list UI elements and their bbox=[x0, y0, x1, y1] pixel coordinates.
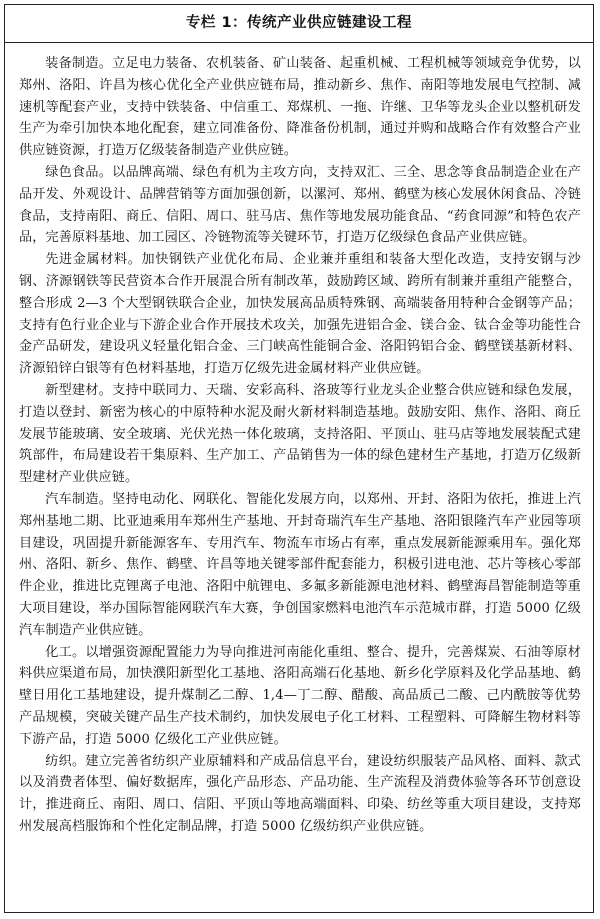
box-body bbox=[5, 43, 593, 838]
paragraph-equipment-manufacturing: 装备制造。立足电力装备、农机装备、矿山装备、起重机械、工程机械等领域竞争优势，以郑州、洛阳、许昌为核心优化全产业供应链布局，推动新乡、焦作、南阳等地发展电气控制、减速机等配套产业，支持中铁装备、中信重工、郑煤机、一拖、许继、卫华等龙头企业以整机研发生产为牵引加快本地化配套，建立同准备份、降准备份机制，通过并购和战略合作有效整合产业供应链资源，打造万亿级装备制造产业供应链。 bbox=[19, 56, 581, 159]
box-title: 专栏 1：传统产业供应链建设工程 bbox=[5, 5, 593, 43]
sidebar-box bbox=[4, 4, 594, 913]
paragraph-chemical-industry: 化工。以增强资源配置能力为导向推进河南能化重组、整合、提升，完善煤炭、石油等原材料供应渠道布局，加快濮阳新型化工基地、洛阳高端石化基地、新乡化学原料及化学品基地、鹤壁日用化工基地建设，提升煤制乙二醇、1,4—丁二醇、醋酸、高品质己二酸、己内酰胺等优势产品规模，突破关键产品生产技术制约，加快发展电子化工材料、工程塑料、可降解生物材料等下游产品，打造 5000 亿级化工产业供应链。 bbox=[19, 644, 581, 747]
paragraph-new-building-materials: 新型建材。支持中联同力、天瑞、安彩高科、洛玻等行业龙头企业整合供应链和绿色发展，打造以登封、新密为核心的中原特种水泥及耐火新材料制造基地。鼓励安阳、焦作、洛阳、商丘发展节能玻璃、安全玻璃、光伏光热一体化玻璃，支持洛阳、平顶山、驻马店等地发展装配式建筑部件，布局建设若干集原料、生产加工、产品销售为一体的绿色建材生产基地，打造万亿级新型建材产业供应链。 bbox=[19, 382, 581, 486]
paragraph-advanced-metal-materials: 先进金属材料。加快钢铁产业优化布局、企业兼并重组和装备大型化改造，支持安钢与沙钢、济源钢铁等民营资本合作开展混合所有制改革，鼓励跨区域、跨所有制兼并重组产能整合，整合形成 2—3 个大型钢铁联合企业，加快发展高品质特殊钢、高端装备用特种合金钢等产品；支持有色行业企业与下游企业合作开展技术攻关，加强先进铝合金、镁合金、钛合金等功能性合金产品研发，建设巩义轻量化铝合金、三门峡高性能铜合金、洛阳钨铝合金、鹤壁镁基新材料、济源铅锌白银等有色材料基地，打造万亿级先进金属材料产业供应链。 bbox=[19, 252, 581, 377]
paragraph-textile: 纺织。建立完善省纺织产业原辅料和产成品信息平台，建设纺织服装产品风格、面料、款式以及消费者体型、偏好数据库，强化产品形态、产品功能、生产流程及消费体验等各环节创意设计，推进商丘、南阳、周口、信阳、平顶山等地高端面料、印染、纺丝等重大项目建设，支持郑州发展高档服饰和个性化定制品牌，打造 5000 亿级纺织产业供应链。 bbox=[19, 753, 581, 834]
paragraph-automobile-manufacturing: 汽车制造。坚持电动化、网联化、智能化发展方向，以郑州、开封、洛阳为依托，推进上汽郑州基地二期、比亚迪乘用车郑州生产基地、开封奇瑞汽车生产基地、洛阳银隆汽车产业园等项目建设，巩固提升新能源客车、专用汽车、物流车市场占有率，重点发展新能源乘用车。强化郑州、洛阳、新乡、焦作、鹤壁、许昌等地关键零部件配套能力，积极引进电池、芯片等核心零部件企业，推进比克锂离子电池、洛阳中航锂电、多氟多新能源电池材料、鹤壁海昌智能制造等重大项目建设，举办国际智能网联汽车大赛，争创国家燃料电池汽车示范城市群，打造 5000 亿级汽车制造产业供应链。 bbox=[19, 491, 581, 638]
paragraph-green-food: 绿色食品。以品牌高端、绿色有机为主攻方向，支持双汇、三全、思念等食品制造企业在产品开发、外观设计、品牌营销等方面加强创新，以漯河、郑州、鹤壁为核心发展休闲食品、冷链食品，支持南阳、商丘、信阳、周口、驻马店、焦作等地发展功能食品、“药食同源”和特色农产品，完善原料基地、加工园区、冷链物流等关键环节，打造万亿级绿色食品产业供应链。 bbox=[19, 164, 581, 246]
